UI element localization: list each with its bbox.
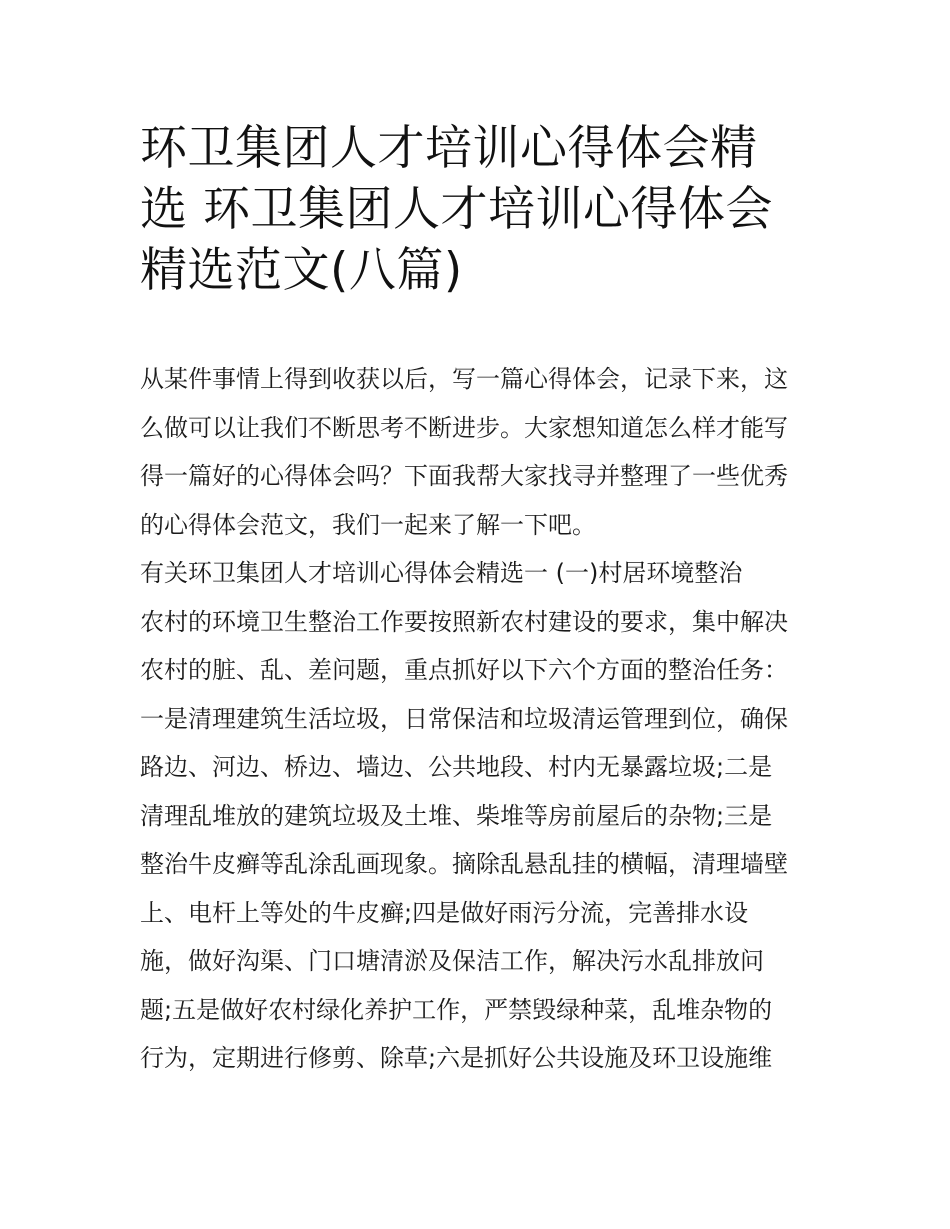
body-line: 整治牛皮癣等乱涂乱画现象。摘除乱悬乱挂的横幅，清理墙壁 (140, 850, 788, 878)
body-line: 得一篇好的心得体会吗？下面我帮大家找寻并整理了一些优秀 (140, 462, 788, 490)
body-line: 题;五是做好农村绿化养护工作，严禁毁绿种菜，乱堆杂物的 (140, 995, 773, 1024)
body-line: 施，做好沟渠、门口塘清淤及保洁工作，解决污水乱排放问 (140, 947, 764, 975)
body-line: 的心得体会范文，我们一起来了解一下吧。 (140, 510, 596, 539)
document-body (140, 362, 830, 1090)
title-line: 环卫集团人才培训心得体会精 (140, 121, 758, 176)
body-line: 农村的环境卫生整治工作要按照新农村建设的要求，集中解决 (140, 607, 788, 636)
title-line: 选 环卫集团人才培训心得体会 (140, 182, 773, 237)
section-heading-line: 有关环卫集团人才培训心得体会精选一 (一)村居环境整治 (140, 559, 743, 587)
body-line: 上、电杆上等处的牛皮癣;四是做好雨污分流，完善排水设 (140, 898, 749, 927)
body-line: 清理乱堆放的建筑垃圾及土堆、柴堆等房前屋后的杂物;三是 (140, 801, 773, 830)
body-line: 么做可以让我们不断思考不断进步。大家想知道怎么样才能写 (140, 413, 788, 442)
body-line: 从某件事情上得到收获以后，写一篇心得体会，记录下来，这 (140, 365, 788, 393)
body-line: 路边、河边、桥边、墙边、公共地段、村内无暴露垃圾;二是 (140, 753, 773, 781)
title-line: 精选范文(八篇) (140, 243, 463, 298)
document-title (140, 118, 820, 301)
body-line: 行为，定期进行修剪、除草;六是抓好公共设施及环卫设施维 (140, 1044, 773, 1072)
body-line: 农村的脏、乱、差问题，重点抓好以下六个方面的整治任务： (140, 656, 788, 684)
body-line: 一是清理建筑生活垃圾，日常保洁和垃圾清运管理到位，确保 (140, 704, 788, 733)
